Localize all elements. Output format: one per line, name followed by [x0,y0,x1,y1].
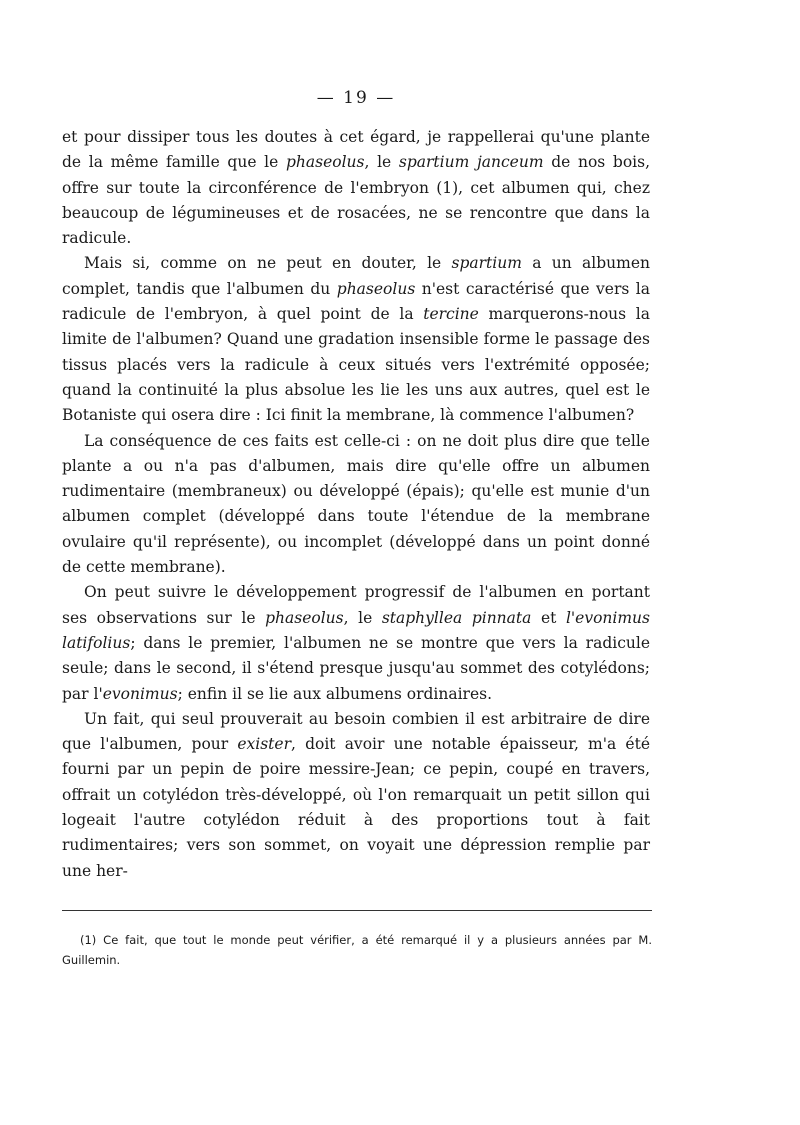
italic-term: spartium janceum [398,153,544,172]
text-run: a un albumen complet, tandis que l'albumen du [62,254,650,298]
italic-term: phaseolus [285,153,365,172]
text-run: , doit avoir une notable épaisseur, m'a été fourni par un pepin de poire messire-Jean; ce pepin, coupé en travers, offrait un cotylédon très-développé, où l'on remarquait un petit sillon qui logeait l'autre cotylédon réduit à des proportions tout à fait rudimentaires; vers son sommet, on voyait une dépression remplie par une her- [62,735,650,880]
paragraph [62,580,650,706]
footnote: (1) Ce fait, que tout le monde peut vérifier, a été remarqué il y a plusieurs années par M. Guillemin. [62,933,652,967]
text-run: , le [364,153,399,172]
italic-term: exister [237,735,291,754]
text-run: et pour dissiper tous les doutes à cet égard, je rappellerai qu'une plante de la même famille que le [62,128,650,172]
italic-term: staphyllea pinnata [381,608,532,627]
text-run: La conséquence de ces faits est celle-ci : on ne doit plus dire que telle plante a ou n'a pas d'albumen, mais dire qu'elle offre un albumen rudimentaire (membraneux) ou développé (épais); qu'elle est munie d'un albumen complet (développé dans toute l'étendue de la membrane ovulaire qu'il représente), ou incomplet (développé dans un point donné de cette membrane). [62,431,650,577]
italic-term: evonimus [102,684,178,703]
italic-term: phaseolus [336,279,416,298]
paragraph [62,429,650,581]
footnote-rule [62,910,652,911]
text-run: de nos bois, offre sur toute la circonférence de l'embryon (1), cet albumen qui, chez beaucoup de légumineuses et de rosacées, ne se rencontre que dans la radicule. [62,153,650,248]
italic-term: spartium [451,254,522,273]
paragraph [62,707,650,884]
text-run: Mais si, comme on ne peut en douter, le [84,254,452,273]
paragraph [62,251,650,428]
italic-term: l'evonimus latifolius [62,608,650,652]
text-run: ; enfin il se lie aux albumens ordinaires. [177,684,493,703]
text-run: n'est caractérisé que vers la radicule de l'embryon, à quel point de la [62,279,651,324]
page-number: — 19 — [316,88,396,108]
paragraph [62,125,650,251]
text-run: , le [343,608,382,627]
italic-term: phaseolus [265,608,344,627]
text-run: et [531,608,566,627]
italic-term: tercine [423,305,479,324]
text-run: marquerons-nous la limite de l'albumen? Quand une gradation insensible forme le passage des tissus placés vers la radicule à ceux situés vers l'extrémité opposée; quand la continuité la plus absolue les lie les uns aux autres, quel est le Botaniste qui osera dire : Ici finit la membrane, là commence l'albumen? [62,305,650,425]
text-run: ; dans le premier, l'albumen ne se montre que vers la radicule seule; dans le second, il s'étend presque jusqu'au sommet des cotylédons; par l' [62,633,650,703]
text-run: Un fait, qui seul prouverait au besoin combien il est arbitraire de dire que l'albumen, pour [62,709,650,754]
body-text [62,125,650,884]
text-run: On peut suivre le développement progressif de l'albumen en portant ses observations sur le [62,583,650,627]
